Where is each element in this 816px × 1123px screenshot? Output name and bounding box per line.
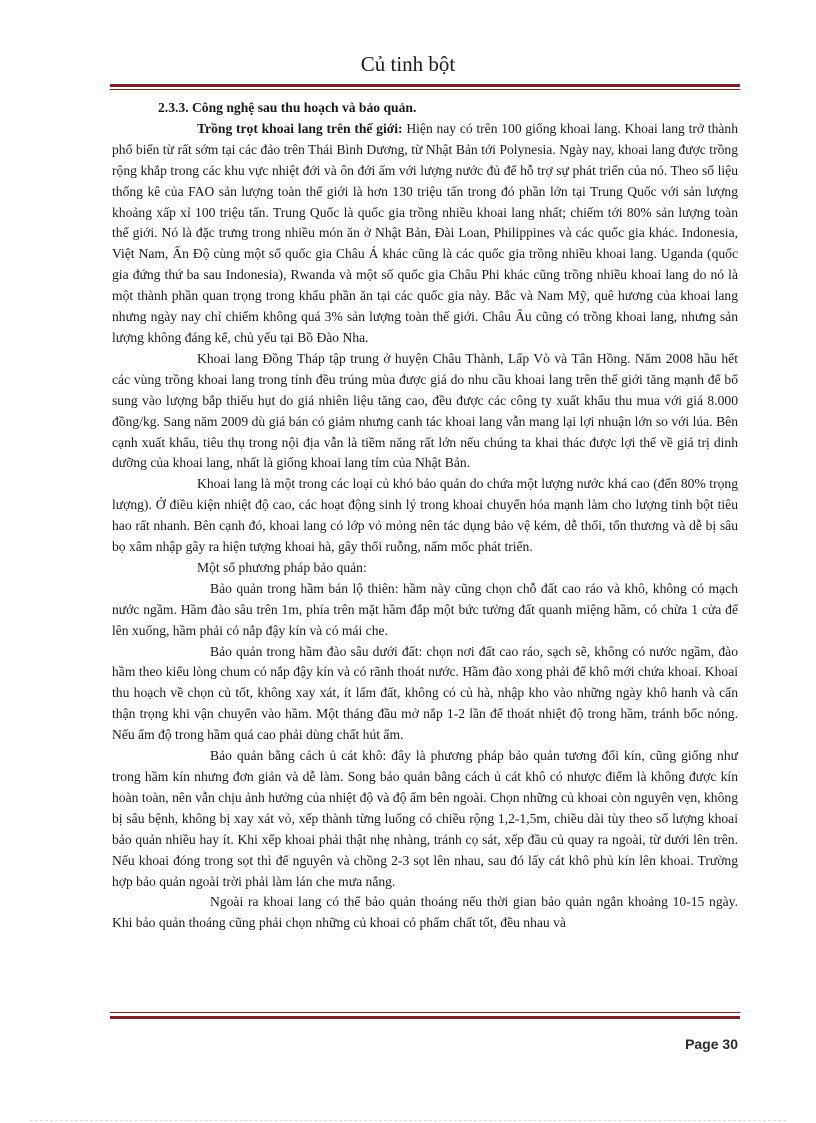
paragraph-storage-difficulty: Khoai lang là một trong các loại củ khó bảo quản do chứa một lượng nước khá cao (đến 80% trọng lượng). Ở điều kiện nhiệt độ cao, các hoạt động sinh lý trong khoai chuyển hóa mạnh làm cho lượng tinh bột tiêu hao rất nhanh. Bên cạnh đó, khoai lang có lớp vỏ mỏng nên tác dụng bảo vệ kém, dễ thối, tổn thương và dễ bị sâu bọ xâm nhập gây ra hiện tượng khoai hà, gây thối ruỗng, nấm mốc phát triển. [112,476,738,555]
page-edge-divider [30,1120,786,1121]
header-rule-thick [110,84,740,87]
document-body [112,98,738,934]
page-title: Củ tinh bột [360,52,456,76]
paragraph-methods-intro: Một số phương pháp bảo quản: [197,559,367,575]
paragraph-open-storage: Ngoài ra khoai lang có thể bảo quản thoáng nếu thời gian bảo quản ngắn khoảng 10-15 ngày. Khi bảo quản thoáng cũng phải chọn những củ khoai có phẩm chất tốt, đều nhau và [112,894,738,931]
page-number: Page 30 [685,1036,738,1052]
paragraph-underground-cellar: Bảo quản trong hầm đào sâu dưới đất: chọn nơi đất cao ráo, sạch sẽ, không có nước ngầm, đào hầm theo kiểu lòng chum có nắp đậy kín và có rãnh thoát nước. Hầm đào xong phải để khô mới chứa khoai. Khoai thu hoạch về chọn củ tốt, không xay xát, ít lấm đất, không có củ hà, nhập kho vào những ngày khô hanh và cẩn thận trọng khi vận chuyển vào hầm. Một tháng đầu mở nắp 1-2 lần để thoát nhiệt độ trong hầm, tránh bốc nóng. Nếu ẩm độ trong hầm quá cao phải dùng chất hút ẩm. [112,643,738,743]
paragraph-dry-sand: Bảo quản bằng cách ủ cát khô: đây là phương pháp bảo quản tương đối kín, cũng giống như trong hầm kín nhưng đơn giản và dễ làm. Song bảo quản bằng cách ủ cát khô có nhược điểm là không được kín hoàn toàn, nên vẫn chịu ảnh hưởng của nhiệt độ và độ ẩm bên ngoài. Chọn những củ khoai còn nguyên vẹn, không bị sâu bệnh, không bị xay xát vỏ, xếp thành từng luống có chiều rộng 1,2-1,5m, chiều dài tùy theo số lượng khoai bảo quản nhiều hay ít. Khi xếp khoai phải thật nhẹ nhàng, tránh cọ sát, xếp đầu củ quay ra ngoài, từ dưới lên trên. Nếu khoai đóng trong sọt thì để nguyên và chồng 2-3 sọt lên nhau, sau đó lấy cát khô phủ kín lên khoai. Trường hợp bảo quản ngoài trời phải làm lán che mưa nắng. [112,748,738,889]
paragraph-text: Hiện nay có trên 100 giống khoai lang. Khoai lang trở thành phổ biến từ rất sớm tại các đảo trên Thái Bình Dương, từ Nhật Bản tới Polynesia. Ngày nay, khoai lang được trồng rộng khắp trong các khu vực nhiệt đới và ôn đới ấm với lượng nước đủ để hỗ trợ sự phát triển của nó. Theo số liệu thống kê của FAO sản lượng toàn thế giới là hơn 130 triệu tấn trong đó phần lớn tại Trung Quốc với sản lượng khoảng xấp xỉ 100 triệu tấn. Trung Quốc là quốc gia trồng nhiều khoai lang nhất; chiếm tới 80% sản lượng toàn thế giới. Nó là đặc trưng trong nhiều món ăn ở Nhật Bản, Đài Loan, Philippines và các quốc gia khác. Indonesia, Việt Nam, Ấn Độ cùng một số quốc gia Châu Á khác cũng là các quốc gia trồng nhiều khoai lang. Uganda (quốc gia đứng thứ ba sau Indonesia), Rwanda và một số quốc gia Châu Phi khác cũng trồng nhiều khoai lang do nó là một thành phần quan trọng trong khẩu phần ăn tại các quốc gia này. Bắc và Nam Mỹ, quê hương của khoai lang nhưng ngày nay chỉ chiếm không quá 3% sản lượng toàn thế giới. Châu Âu cũng có trồng khoai lang, nhưng sản lượng không đáng kể, chủ yếu tại Bồ Đào Nha. [112,120,738,345]
paragraph-world-cultivation [112,119,738,349]
section-heading: 2.3.3. Công nghệ sau thu hoạch và bảo quản. [158,100,417,115]
header-rule-thin [110,89,740,90]
paragraph-dong-thap: Khoai lang Đồng Tháp tập trung ở huyện Châu Thành, Lấp Vò và Tân Hồng. Năm 2008 hầu hết các vùng trồng khoai lang trong tỉnh đều trúng mùa được giá do nhu cầu khoai lang trên thế giới tăng mạnh để bổ sung vào lượng bắp thiếu hụt do giá nhiên liệu tăng cao, đều được các công ty xuất khẩu thu mua với giá 8.000 đồng/kg. Sang năm 2009 dù giá bán có giảm nhưng canh tác khoai lang vẫn mang lại lợi nhuận lớn so với lúa. Bên cạnh xuất khẩu, tiêu thụ trong nội địa vẫn là tiềm năng rất lớn nếu chúng ta khai thác được lợi thế về giá trị dinh dưỡng của khoai lang, nhất là giống khoai lang tím của Nhật Bản. [112,350,738,471]
paragraph-lead-label: Trồng trọt khoai lang trên thế giới: [197,120,403,136]
paragraph-semi-open-cellar: Bảo quản trong hầm bán lộ thiên: hầm này cũng chọn chỗ đất cao ráo và khô, không có mạch nước ngầm. Hầm đào sâu trên 1m, phía trên mặt hầm đắp một bức tường đất quanh miệng hầm, có chừa 1 cửa để lên xuống, hầm phải có nắp đậy kín và có mái che. [112,580,738,638]
footer-rule-thin [110,1012,740,1013]
footer-rule-thick [110,1016,740,1019]
